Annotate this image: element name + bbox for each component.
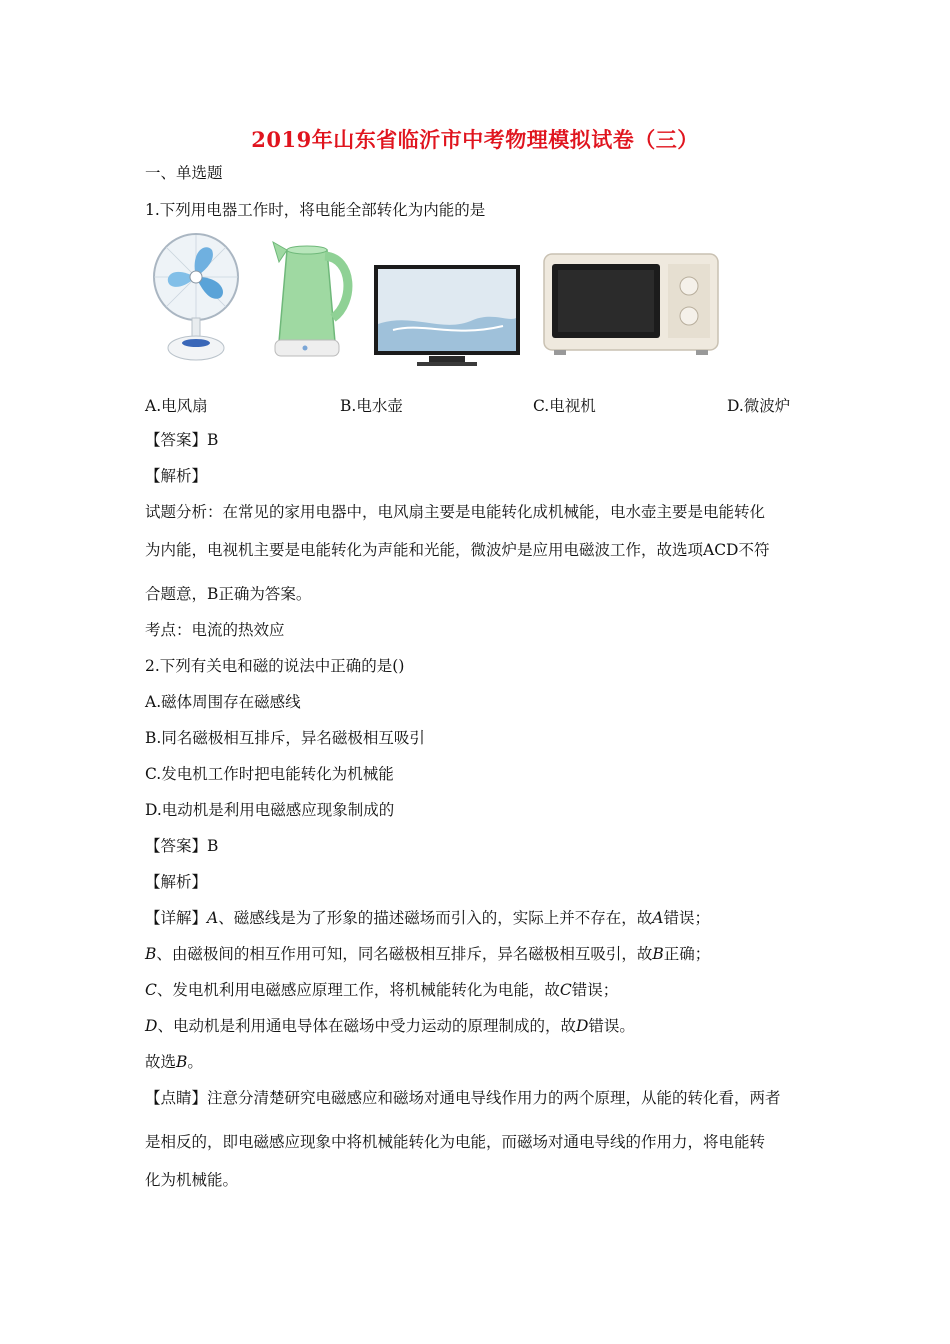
q2-option-d: D.电动机是利用电磁感应现象制成的	[145, 801, 395, 819]
q1-analysis-line: 试题分析：在常见的家用电器中，电风扇主要是电能转化成机械能，电水壶主要是电能转化	[145, 503, 766, 521]
q1-option-a: A.电风扇	[145, 397, 208, 415]
tv-image	[373, 264, 521, 368]
q2-dianjing-line: 【点睛】注意分清楚研究电磁感应和磁场对通电导线作用力的两个原理，从能的转化看，两者	[145, 1089, 781, 1107]
q2-detail-line: 【详解】A、磁感线是为了形象的描述磁场而引入的，实际上并不存在，故A错误；	[145, 909, 710, 927]
q2-detail-line: C、发电机利用电磁感应原理工作，将机械能转化为电能，故C错误；	[145, 981, 619, 999]
q1-option-b: B.电水壶	[340, 397, 403, 415]
q2-option-b: B.同名磁极相互排斥，异名磁极相互吸引	[145, 729, 425, 747]
q2-dianjing-line: 是相反的，即电磁感应现象中将机械能转化为电能，而磁场对通电导线的作用力，将电能转	[145, 1133, 766, 1151]
q2-option-c: C.发电机工作时把电能转化为机械能	[145, 765, 394, 783]
q2-detail-line: D、电动机是利用通电导体在磁场中受力运动的原理制成的，故D错误。	[145, 1017, 635, 1035]
page-title: 2019年山东省临沂市中考物理模拟试卷（三）	[251, 127, 699, 152]
microwave-image	[542, 250, 720, 358]
kettle-image	[265, 232, 357, 366]
section-heading: 一、单选题	[145, 164, 223, 182]
q1-analysis-line: 合题意，B正确为答案。	[145, 585, 312, 603]
q2-choose-line: 故选B。	[145, 1053, 203, 1071]
q1-analysis-label: 【解析】	[145, 467, 208, 485]
q1-option-d: D.微波炉	[727, 397, 791, 415]
q1-kaodian: 考点：电流的热效应	[145, 621, 285, 639]
q1-answer: 【答案】B	[145, 431, 219, 449]
q2-option-a: A.磁体周围存在磁感线	[145, 693, 301, 711]
q2-analysis-label: 【解析】	[145, 873, 208, 891]
question-1-stem: 1.下列用电器工作时，将电能全部转化为内能的是	[145, 201, 486, 219]
question-2-stem: 2.下列有关电和磁的说法中正确的是()	[145, 657, 405, 675]
q2-detail-line: B、由磁极间的相互作用可知，同名磁极相互排斥，异名磁极相互吸引，故B正确；	[145, 945, 711, 963]
q2-answer: 【答案】B	[145, 837, 219, 855]
q2-dianjing-line: 化为机械能。	[145, 1171, 239, 1189]
fan-image	[150, 232, 242, 366]
q1-analysis-line: 为内能，电视机主要是电能转化为声能和光能，微波炉是应用电磁波工作，故选项ACD不符	[145, 541, 770, 559]
q1-option-c: C.电视机	[533, 397, 596, 415]
